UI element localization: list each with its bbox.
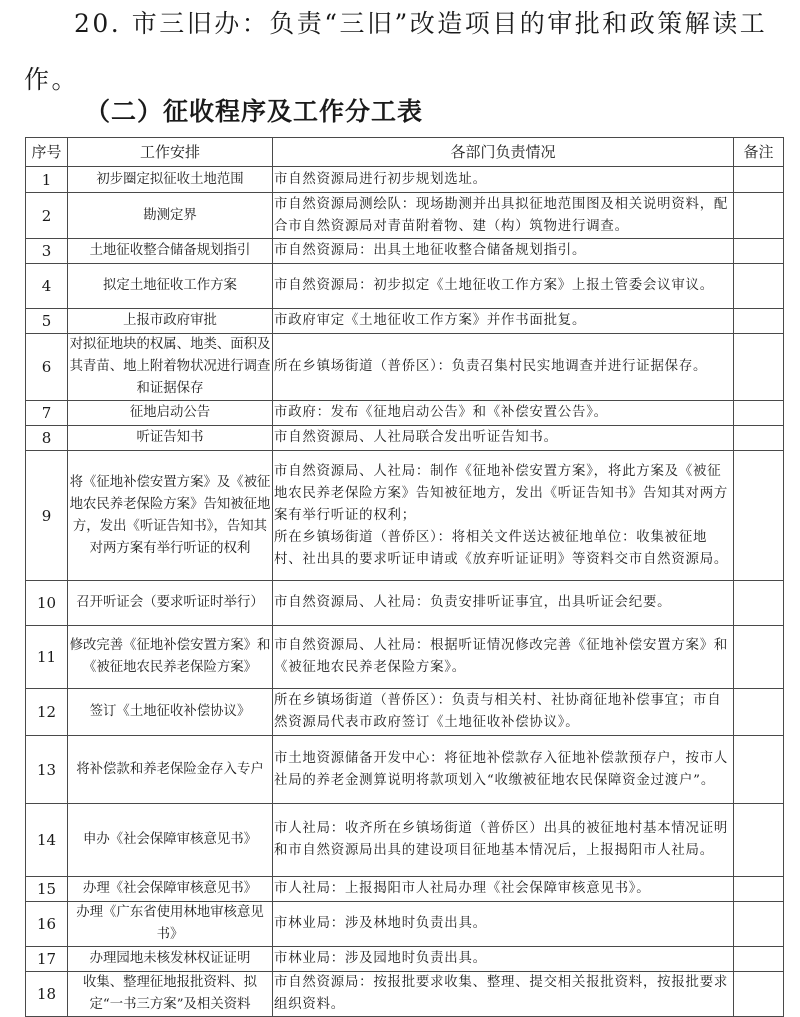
table-row bbox=[26, 947, 784, 972]
row-note bbox=[734, 401, 784, 426]
table-row bbox=[26, 972, 784, 1017]
intro-paragraph-line2: 作。 bbox=[24, 65, 80, 94]
table-row bbox=[26, 736, 784, 804]
header-responsibility: 各部门负责情况 bbox=[273, 138, 734, 167]
row-number: 1 bbox=[26, 167, 68, 193]
row-responsibility: 市自然资源局进行初步规划选址。 bbox=[273, 167, 734, 193]
table-row bbox=[26, 451, 784, 581]
row-responsibility: 市人社局：上报揭阳市人社局办理《社会保障审核意见书》。 bbox=[273, 877, 734, 902]
row-number: 7 bbox=[26, 401, 68, 426]
row-note bbox=[734, 581, 784, 626]
table-row bbox=[26, 689, 784, 736]
row-task: 土地征收整合储备规划指引 bbox=[68, 239, 273, 264]
row-note bbox=[734, 804, 784, 877]
row-number: 5 bbox=[26, 309, 68, 334]
table-row bbox=[26, 804, 784, 877]
table-row bbox=[26, 401, 784, 426]
row-task: 将《征地补偿安置方案》及《被征地农民养老保险方案》告知被征地方，发出《听证告知书》，告知其对两方案有举行听证的权利 bbox=[68, 451, 273, 581]
row-task: 办理《广东省使用林地审核意见书》 bbox=[68, 902, 273, 947]
row-task: 将补偿款和养老保险金存入专户 bbox=[68, 736, 273, 804]
work-division-table bbox=[25, 137, 784, 1017]
row-number: 16 bbox=[26, 902, 68, 947]
row-task: 拟定土地征收工作方案 bbox=[68, 264, 273, 309]
header-note: 备注 bbox=[734, 138, 784, 167]
row-task: 召开听证会（要求听证时举行） bbox=[68, 581, 273, 626]
row-responsibility: 市土地资源储备开发中心：将征地补偿款存入征地补偿款预存户，按市人社局的养老金测算说明将款项划入“收缴被征地农民保障资金过渡户”。 bbox=[273, 736, 734, 804]
table-body bbox=[26, 167, 784, 1017]
header-no: 序号 bbox=[26, 138, 68, 167]
row-number: 14 bbox=[26, 804, 68, 877]
row-note bbox=[734, 426, 784, 451]
row-task: 修改完善《征地补偿安置方案》和《被征地农民养老保险方案》 bbox=[68, 626, 273, 689]
table-row bbox=[26, 877, 784, 902]
row-note bbox=[734, 193, 784, 239]
row-responsibility: 市自然资源局：出具土地征收整合储备规划指引。 bbox=[273, 239, 734, 264]
row-responsibility: 所在乡镇场街道（普侨区）：负责与相关村、社协商征地补偿事宜；市自然资源局代表市政府签订《土地征收补偿协议》。 bbox=[273, 689, 734, 736]
table-row bbox=[26, 334, 784, 401]
row-task: 对拟征地块的权属、地类、面积及其青苗、地上附着物状况进行调查和证据保存 bbox=[68, 334, 273, 401]
table-row bbox=[26, 193, 784, 239]
table-header-row bbox=[26, 138, 784, 167]
row-number: 6 bbox=[26, 334, 68, 401]
row-number: 10 bbox=[26, 581, 68, 626]
row-number: 3 bbox=[26, 239, 68, 264]
row-responsibility: 市自然资源局、人社局：负责安排听证事宜，出具听证会纪要。 bbox=[273, 581, 734, 626]
row-responsibility: 市自然资源局测绘队：现场勘测并出具拟征地范围图及相关说明资料，配合市自然资源局对青苗附着物、建（构）筑物进行调查。 bbox=[273, 193, 734, 239]
row-note bbox=[734, 689, 784, 736]
row-note bbox=[734, 239, 784, 264]
row-number: 12 bbox=[26, 689, 68, 736]
row-task: 勘测定界 bbox=[68, 193, 273, 239]
row-number: 15 bbox=[26, 877, 68, 902]
row-note bbox=[734, 264, 784, 309]
row-note bbox=[734, 334, 784, 401]
row-responsibility: 市人社局：收齐所在乡镇场街道（普侨区）出具的被征地村基本情况证明和市自然资源局出具的建设项目征地基本情况后，上报揭阳市人社局。 bbox=[273, 804, 734, 877]
row-responsibility: 市林业局：涉及林地时负责出具。 bbox=[273, 902, 734, 947]
row-responsibility: 市自然资源局：初步拟定《土地征收工作方案》上报土管委会议审议。 bbox=[273, 264, 734, 309]
row-task: 收集、整理征地报批资料、拟定“一书三方案”及相关资料 bbox=[68, 972, 273, 1017]
table-row bbox=[26, 902, 784, 947]
row-number: 17 bbox=[26, 947, 68, 972]
row-task: 签订《土地征收补偿协议》 bbox=[68, 689, 273, 736]
table-row bbox=[26, 264, 784, 309]
row-task: 初步圈定拟征收土地范围 bbox=[68, 167, 273, 193]
row-task: 申办《社会保障审核意见书》 bbox=[68, 804, 273, 877]
row-note bbox=[734, 736, 784, 804]
row-note bbox=[734, 972, 784, 1017]
row-number: 4 bbox=[26, 264, 68, 309]
row-note bbox=[734, 626, 784, 689]
table-row bbox=[26, 309, 784, 334]
row-number: 2 bbox=[26, 193, 68, 239]
row-task: 听证告知书 bbox=[68, 426, 273, 451]
row-number: 9 bbox=[26, 451, 68, 581]
row-number: 8 bbox=[26, 426, 68, 451]
row-note bbox=[734, 877, 784, 902]
row-number: 13 bbox=[26, 736, 68, 804]
row-number: 18 bbox=[26, 972, 68, 1017]
row-responsibility: 市自然资源局、人社局：制作《征地补偿安置方案》，将此方案及《被征地农民养老保险方案》告知被征地方，发出《听证告知书》告知其对两方案有举行听证的权利； 所在乡镇场街道（普侨区）：将相关文件送达被征地单位：收集被征地村、社出具的要求听证申请或《放弃听证证明》等资料交市自然资源局。 bbox=[273, 451, 734, 581]
intro-paragraph-line1: 20. 市三旧办：负责“三旧”改造项目的审批和政策解读工 bbox=[74, 9, 768, 38]
row-responsibility: 市自然资源局：按报批要求收集、整理、提交相关报批资料，按报批要求组织资料。 bbox=[273, 972, 734, 1017]
row-responsibility: 市自然资源局、人社局联合发出听证告知书。 bbox=[273, 426, 734, 451]
table-row bbox=[26, 239, 784, 264]
row-note bbox=[734, 451, 784, 581]
row-responsibility: 市林业局：涉及园地时负责出具。 bbox=[273, 947, 734, 972]
section-title: （二）征收程序及工作分工表 bbox=[85, 97, 424, 126]
row-task: 征地启动公告 bbox=[68, 401, 273, 426]
row-responsibility: 所在乡镇场街道（普侨区）：负责召集村民实地调查并进行证据保存。 bbox=[273, 334, 734, 401]
row-task: 上报市政府审批 bbox=[68, 309, 273, 334]
table-row bbox=[26, 167, 784, 193]
header-task: 工作安排 bbox=[68, 138, 273, 167]
row-responsibility: 市政府：发布《征地启动公告》和《补偿安置公告》。 bbox=[273, 401, 734, 426]
row-note bbox=[734, 309, 784, 334]
row-task: 办理园地未核发林权证证明 bbox=[68, 947, 273, 972]
table-row bbox=[26, 426, 784, 451]
row-number: 11 bbox=[26, 626, 68, 689]
row-note bbox=[734, 167, 784, 193]
table-row bbox=[26, 626, 784, 689]
table-row bbox=[26, 581, 784, 626]
row-note bbox=[734, 947, 784, 972]
row-responsibility: 市政府审定《土地征收工作方案》并作书面批复。 bbox=[273, 309, 734, 334]
row-responsibility: 市自然资源局、人社局：根据听证情况修改完善《征地补偿安置方案》和《被征地农民养老保险方案》。 bbox=[273, 626, 734, 689]
row-note bbox=[734, 902, 784, 947]
row-task: 办理《社会保障审核意见书》 bbox=[68, 877, 273, 902]
